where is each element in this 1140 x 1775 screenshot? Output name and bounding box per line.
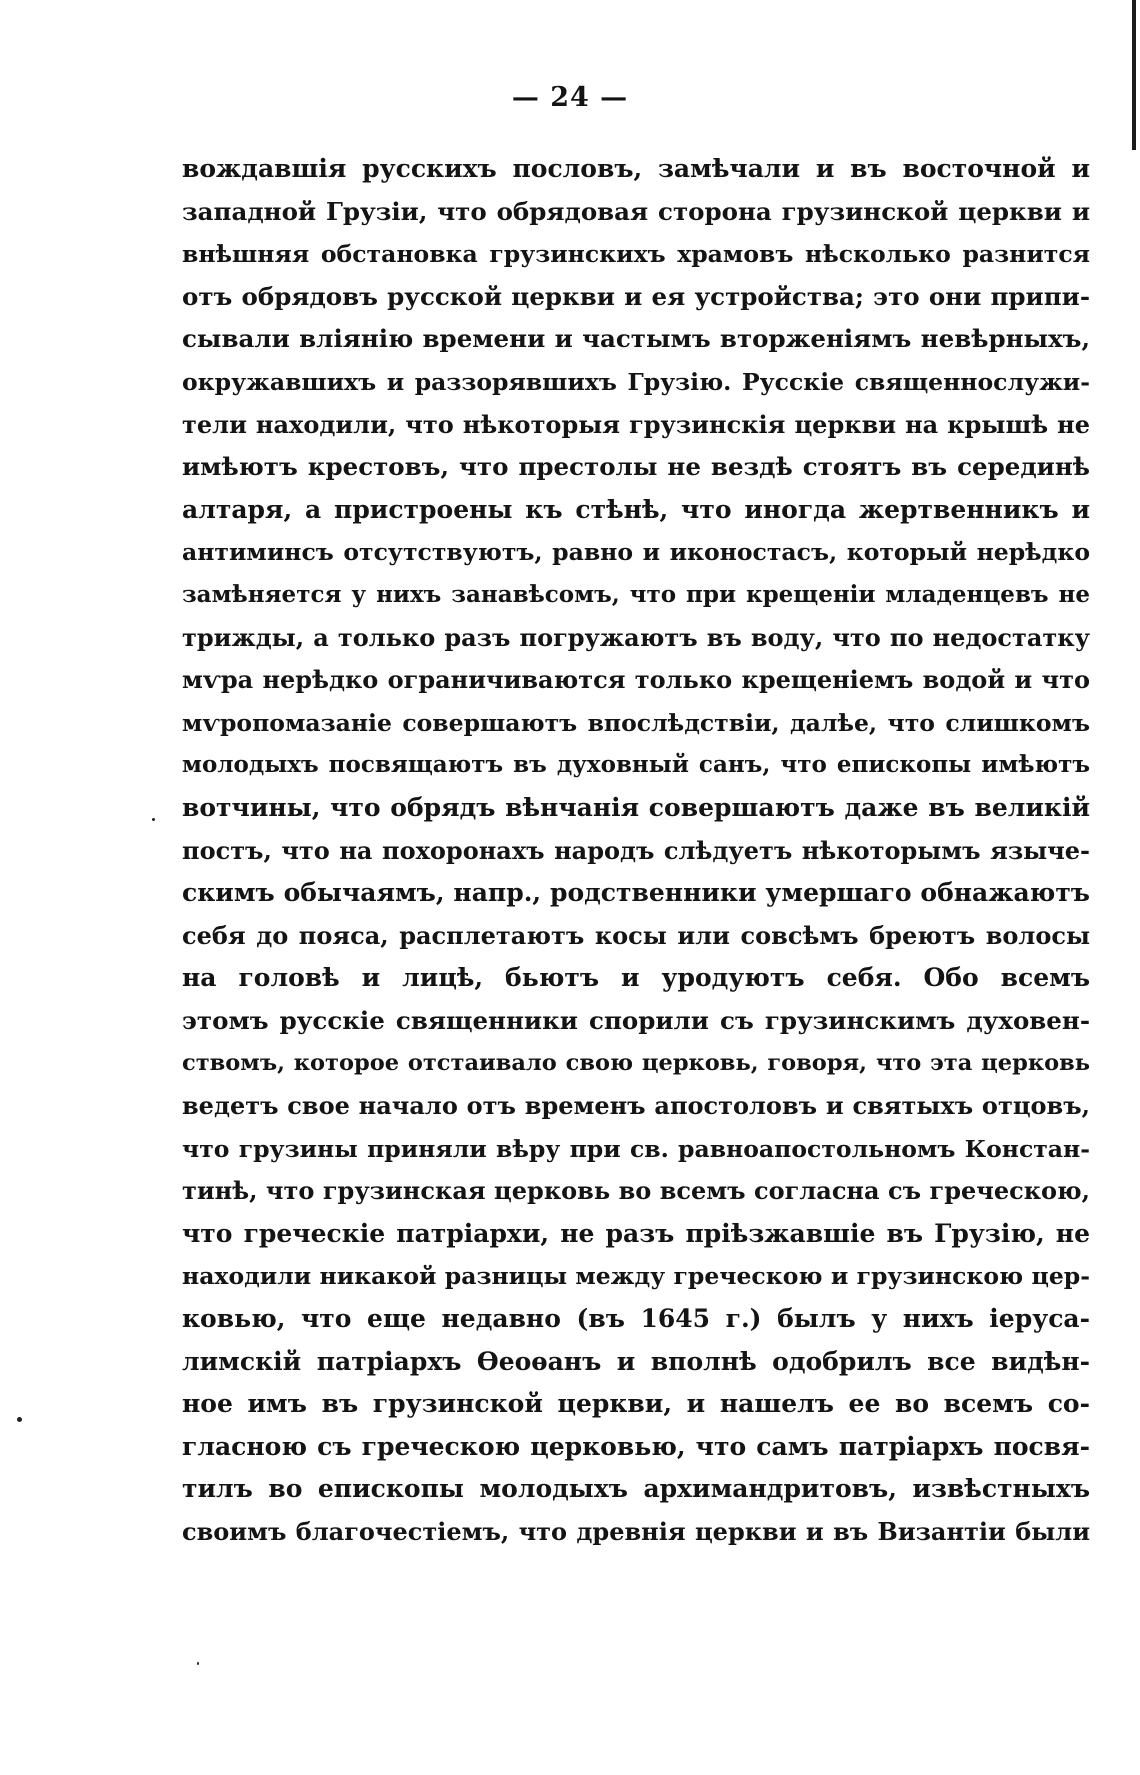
text-line: этомъ русскіе священники спорили съ грузинскимъ духовен- [182, 1005, 1090, 1035]
text-line: себя до пояса, расплетаютъ косы или совсѣмъ бреютъ волосы [182, 920, 1090, 950]
text-line: алтаря, а пристроены къ стѣнѣ, что иногда жертвенникъ и [182, 494, 1090, 524]
text-line: тилъ во епископы молодыхъ архимандритовъ, извѣстныхъ [182, 1474, 1090, 1504]
text-line: вотчины, что обрядъ вѣнчанія совершаютъ даже въ великій [182, 792, 1090, 822]
text-line: ведетъ свое начало отъ временъ апостоловъ и святыхъ отцовъ, [182, 1091, 1090, 1121]
text-line: постъ, что на похоронахъ народъ слѣдуетъ нѣкоторымъ языче- [182, 835, 1090, 865]
text-line: тели находили, что нѣкоторыя грузинскія церкви на крышѣ не [182, 409, 1090, 439]
text-line: западной Грузіи, что обрядовая сторона грузинской церкви и [182, 196, 1090, 226]
page-edge-mark [1132, 0, 1136, 150]
text-line: внѣшняя обстановка грузинскихъ храмовъ нѣсколько разнится [182, 240, 1090, 269]
text-line: ковью, что еще недавно (въ 1645 г.) былъ у нихъ іерусa- [182, 1304, 1090, 1334]
text-line: лимскій патріархъ Ѳеоѳанъ и вполнѣ одобрилъ все видѣн- [182, 1346, 1090, 1376]
text-line: антиминсъ отсутствуютъ, равно и иконостасъ, который нерѣдко [182, 538, 1090, 567]
text-line: замѣняется у нихъ занавѣсомъ, что при крещеніи младенцевъ не [182, 580, 1090, 608]
text-line: сывали вліянію времени и частымъ вторженіямъ невѣрныхъ, [182, 324, 1090, 354]
body-text [182, 148, 1090, 1554]
text-line: ное имъ въ грузинской церкви, и нашелъ ее во всемъ со- [182, 1389, 1090, 1419]
text-line: имѣютъ крестовъ, что престолы не вездѣ стоятъ въ серединѣ [182, 452, 1090, 482]
text-line: ствомъ, которое отстаивало свою церковь, говоря, что эта церковь [182, 1050, 1090, 1077]
text-line: что грузины приняли вѣру при св. равноапостольномъ Констан- [182, 1134, 1090, 1163]
text-line: мѵропомазаніе совершаютъ впослѣдствіи, далѣе, что слишкомъ [182, 708, 1090, 737]
text-line: окружавшихъ и раззорявшихъ Грузію. Русскіе священнослужи- [182, 367, 1090, 396]
text-line: молодыхъ посвящаютъ въ духовный санъ, что епископы имѣютъ [182, 751, 1090, 779]
ink-speck [197, 1662, 199, 1665]
text-line: что греческіе патріархи, не разъ пріѣзжавшіе въ Грузію, не [182, 1218, 1090, 1248]
text-line: трижды, а только разъ погружаютъ въ воду, что по недостатку [182, 622, 1090, 652]
text-line: своимъ благочестіемъ, что древнія церкви и въ Византіи были [182, 1517, 1090, 1546]
page-number: — 24 — [511, 82, 629, 113]
ink-speck [152, 818, 155, 821]
text-line: находили никакой разницы между греческою и грузинскою цер- [182, 1262, 1090, 1291]
text-line: скимъ обычаямъ, напр., родственники умершаго обнажаютъ [182, 878, 1090, 908]
text-line: тинѣ, что грузинская церковь во всемъ согласна съ греческою, [182, 1176, 1090, 1206]
text-line: вождавшія русскихъ пословъ, замѣчали и въ восточной и [182, 154, 1090, 183]
ink-speck [17, 1417, 22, 1422]
text-line: мѵра нерѣдко ограничиваются только крещеніемъ водой и что [182, 665, 1090, 695]
text-line: отъ обрядовъ русской церкви и ея устройства; это они припи- [182, 281, 1090, 311]
text-line: гласною съ греческою церковью, что самъ патріархъ посвя- [182, 1431, 1090, 1461]
text-line: на головѣ и лицѣ, бьютъ и уродуютъ себя. Обо всемъ [182, 963, 1090, 993]
